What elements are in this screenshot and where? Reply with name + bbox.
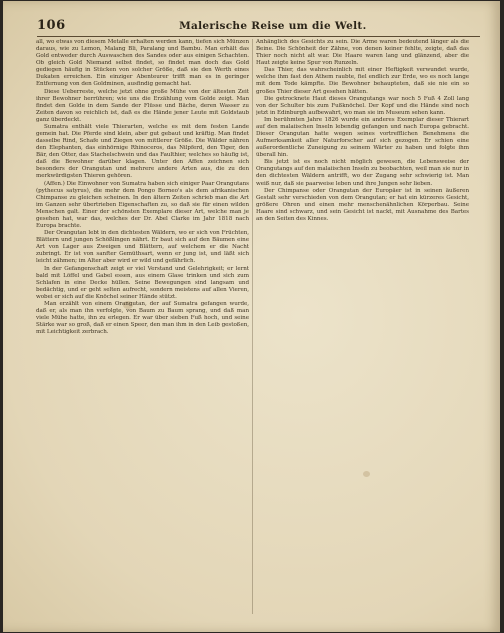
right-column [256, 39, 469, 619]
running-title: Malerische Reise um die Welt. [179, 20, 367, 32]
paragraph: Anhänglich des Gesichts zu sein. Die Arme waren bedeutend länger als die Beine. Die Schönheit der Zähne, von denen keiner fehlte, zeigte, daß das Thier noch nicht alt war. Die Haare waren lang und glänzend, aber die Haut zeigte keine Spur von Runzeln. [256, 39, 469, 67]
paragraph: all, wo etwas von diesem Metalle erhalten werden kann, tiefen sich Münzen daraus, wie zu Lemon, Malang Bli, Paralang und Bambu. Man erhält das Gold entweder durch Auswaschen des Sandes oder aus einigen Schachten. Ob gleich Gold Niemand selbst findet, so findet man doch das Gold gediegen häufig in Stücken von solcher Größe, daß sie den Werth eines Dukaten erreichen. Ein einziger Abenteurer trifft man es in geringer Entfernung von den Goldminen, ausfindig gemacht hat. [36, 39, 249, 88]
paragraph: (Affen.) Die Einwohner von Sumatra haben sich einiger Paar Orangutans (pythecus satyrus), die mehr dem Pongo Borneo's als dem afrikanischen Chimpanse zu gleichen scheinen. In den ältern Zeiten schrieb man die Art im Ganzen sehr übertrieben Eigenschaften zu, so daß sie für einen wilden Menschen galt. Einer der schönsten Exemplare dieser Art, welche man je gesehen hat, war das, welches der Dr. Abel Clarke im Jahr 1818 nach Europa brachte. [36, 180, 249, 230]
page-header [37, 18, 480, 34]
page-number: 106 [37, 18, 66, 33]
paragraph: Sumatra enthält viele Thierarten, welche es mit dem festen Lande gemein hat. Die Pferde sind klein, aber gut gebaut und kräftig. Man findet dasselbe Rind, Schafe und Ziegen von mittlerer Größe. Die Wälder nähren den Elephanten, das einhörnige Rhinoceros, das Nilpferd, den Tiger, den Bär, den Otter, das Stachelschwein und das Faulthier, welches so häufig ist, daß die Bewohner darüber klagen. Unter den Affen zeichnen sich besonders der Orangutan und mehrere andere Arten aus, die zu den merkwürdigsten Thieren gehören. [36, 123, 249, 180]
book-page [3, 1, 500, 632]
header-rule [37, 36, 480, 37]
paragraph: In der Gefangenschaft zeigt er viel Verstand und Gelehrigkeit; er lernt bald mit Löffel und Gabel essen, aus einem Glase trinken und sich zum Schlafen in eine Decke hüllen. Seine Bewegungen sind langsam und bedächtig, und er geht selten aufrecht, sondern meistens auf allen Vieren, wobei er sich auf die Knöchel seiner Hände stützt. [36, 265, 249, 300]
paragraph: Man erzählt von einem Orangutan, der auf Sumatra gefangen wurde, daß er, als man ihn verfolgte, von Baum zu Baum sprang, und daß man viele Mühe hatte, ihn zu erlegen. Er war über sieben Fuß hoch, und seine Stärke war so groß, daß er einen Speer, den man ihm in den Leib gestoßen, mit Leichtigkeit zerbrach. [36, 300, 249, 336]
paragraph: Bis jetzt ist es noch nicht möglich gewesen, die Lebensweise der Orangutangs auf den malaiischen Inseln zu beobachten, weil man sie nur in den dichtesten Wäldern antrifft, wo der Zugang sehr schwierig ist. Man weiß nur, daß sie paarweise leben und ihre Jungen sehr lieben. [256, 159, 469, 187]
paragraph: Das Thier, das wahrscheinlich mit einer Heftigkeit verwundet wurde, welche ihm fast den Athem raubte, fiel endlich zur Erde, wo es noch lange mit dem Tode kämpfte. Die Bewohner behaupteten, daß sie nie ein so großes Thier dieser Art gesehen hätten. [256, 67, 469, 95]
paragraph: Die getrocknete Haut dieses Orangutangs war noch 5 Fuß 4 Zoll lang von der Schulter bis zum Fußknöchel. Der Kopf und die Hände sind noch jetzt in Edinburgh aufbewahrt, wo man sie im Museum sehen kann. [256, 95, 469, 116]
left-column [36, 39, 249, 619]
paragraph: Im berühmten Jahre 1826 wurde ein anderes Exemplar dieser Thierart auf den malaiischen Inseln lebendig gefangen und nach Europa gebracht. Dieser Orangutan hatte wegen seines vortrefflichen Benehmens die Aufmerksamkeit aller Naturforscher auf sich gezogen. Er schien eine außerordentliche Zuneigung zu seinem Wärter zu haben und folgte ihm überall hin. [256, 116, 469, 159]
column-divider [252, 39, 253, 614]
paragraph: Diese Ueberreste, welche jetzt ohne große Mühe von der ältesten Zeit ihrer Bewohner herrühren; wie uns die Erzählung vom Golde zeigt. Man findet den Golde in dem Sande der Flüsse und Bäche, deren Wasser zu Zeiten davon so reichlich ist, daß es die Hände jener Leute mit Goldstaub ganz überdeckt. [36, 88, 249, 123]
paragraph: Der Orangutan lebt in den dichtesten Wäldern, wo er sich von Früchten, Blättern und jungen Schößlingen nährt. Er baut sich auf den Bäumen eine Art von Lager aus Zweigen und Blättern, auf welchem er die Nacht zubringt. Er ist von sanfter Gemüthsart, wenn er jung ist, und läßt sich leicht zähmen; im Alter aber wird er wild und gefährlich. [36, 230, 249, 265]
paragraph: Der Chimpanse oder Orangutan der Europäer ist in seinen äußeren Gestalt sehr verschieden von dem Orangutan; er hat ein kürzeres Gesicht, größere Ohren und einen mehr menschenähnlichen Körperbau. Seine Haare sind schwarz, und sein Gesicht ist nackt, mit Ausnahme des Bartes an den Seiten des Kinnes. [256, 187, 469, 222]
